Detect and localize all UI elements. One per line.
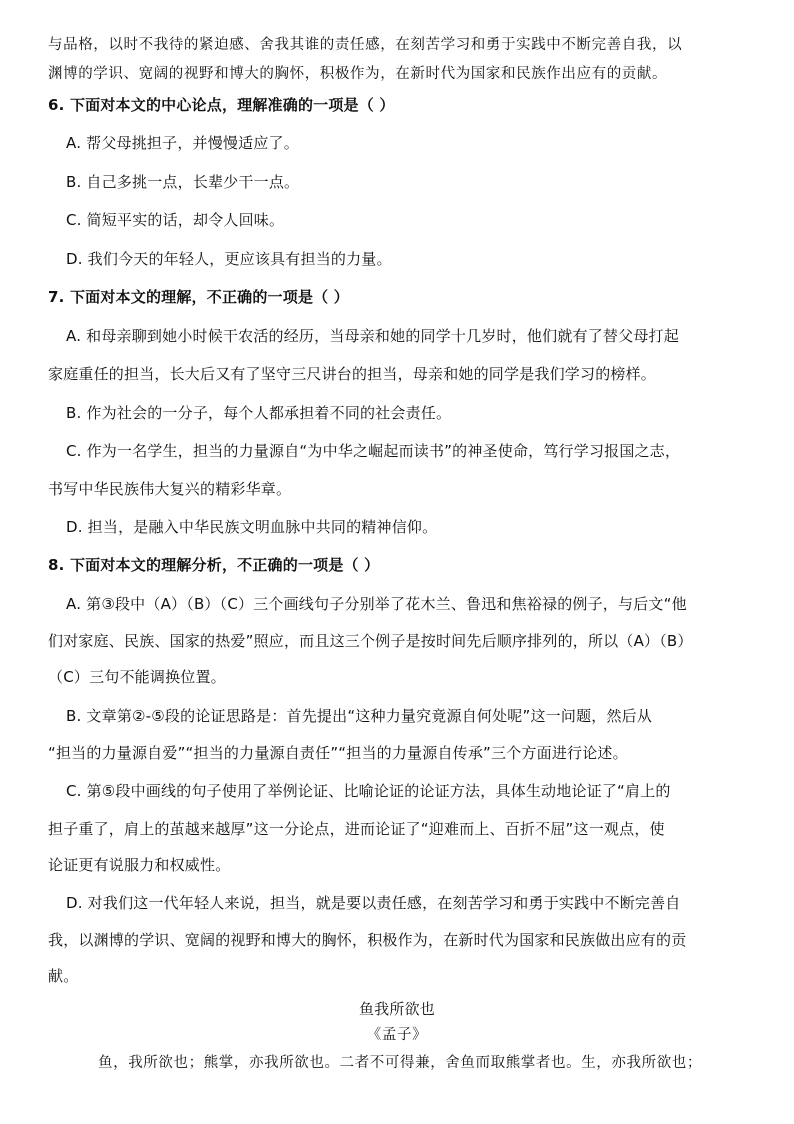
question-8-option-b-line-1: B. 文章第②-⑤段的论证思路是：首先提出“这种力量究竟源自何处呢”这一问题，然后从 (66, 707, 653, 725)
question-8-option-c-line-1: C. 第⑤段中画线的句子使用了举例论证、比喻论证的论证方法，具体生动地论证了“肩上的 (66, 782, 671, 800)
question-6-stem: 6. 下面对本文的中心论点，理解准确的一项是（ ） (48, 96, 395, 114)
question-8-option-a-line-2: 们对家庭、民族、国家的热爱”照应，而且这三个例子是按时间先后顺序排列的，所以（A）（B） (48, 632, 693, 650)
question-7-option-c-line-1: C. 作为一名学生，担当的力量源自“为中华之崛起而读书”的神圣使命，笃行学习报国之志， (66, 442, 681, 460)
question-8-option-a-line-3: （C）三句不能调换位置。 (48, 668, 226, 686)
question-7-option-b: B. 作为社会的一分子，每个人都承担着不同的社会责任。 (66, 404, 452, 422)
question-7-stem: 7. 下面对本文的理解，不正确的一项是（ ） (48, 288, 349, 306)
question-6-option-c: C. 简短平实的话，却令人回味。 (66, 211, 285, 229)
question-8-option-d-line-1: D. 对我们这一代年轻人来说，担当，就是要以责任感，在刻苦学习和勇于实践中不断完善自 (66, 894, 681, 912)
question-8-option-d-line-3: 献。 (48, 967, 79, 985)
question-8-option-b-line-2: “担当的力量源自爱”“担当的力量源自责任”“担当的力量源自传承”三个方面进行论述。 (48, 744, 628, 762)
question-7-option-c-line-2: 书写中华民族伟大复兴的精彩华章。 (48, 480, 292, 498)
question-7-option-a-line-1: A. 和母亲聊到她小时候干农活的经历，当母亲和她的同学十几岁时，他们就有了替父母打起 (66, 327, 679, 345)
question-8-option-a-line-1: A. 第③段中（A）（B）（C）三个画线句子分别举了花木兰、鲁迅和焦裕禄的例子，与后文“他 (66, 595, 687, 613)
poem-title: 鱼我所欲也 (358, 1000, 435, 1018)
question-8-option-c-line-2: 担子重了，肩上的茧越来越厚”这一分论点，进而论证了“迎难而上、百折不屈”这一观点，使 (48, 820, 665, 838)
question-6-option-a: A. 帮父母挑担子，并慢慢适应了。 (66, 134, 299, 152)
question-8-option-d-line-2: 我，以渊博的学识、宽阔的视野和博大的胸怀，积极作为，在新时代为国家和民族做出应有的贡 (48, 931, 687, 949)
poem-line-1: 鱼，我所欲也；熊掌，亦我所欲也。二者不可得兼，舍鱼而取熊掌者也。生，亦我所欲也； (98, 1055, 702, 1071)
question-8-option-c-line-3: 论证更有说服力和权威性。 (48, 856, 231, 874)
question-7-option-d: D. 担当，是融入中华民族文明血脉中共同的精神信仰。 (66, 518, 438, 536)
intro-line-1: 与品格，以时不我待的紧迫感、舍我其谁的责任感，在刻苦学习和勇于实践中不断完善自我，以 (48, 37, 683, 53)
question-8-stem: 8. 下面对本文的理解分析，不正确的一项是（ ） (48, 556, 380, 574)
poem-author: 《孟子》 (366, 1027, 428, 1043)
question-7-option-a-line-2: 家庭重任的担当，长大后又有了坚守三尺讲台的担当，母亲和她的同学是我们学习的榜样。 (48, 365, 657, 383)
question-6-option-d: D. 我们今天的年轻人，更应该具有担当的力量。 (66, 250, 392, 268)
question-6-option-b: B. 自己多挑一点，长辈少干一点。 (66, 173, 300, 191)
intro-line-2: 渊博的学识、宽阔的视野和博大的胸怀，积极作为，在新时代为国家和民族作出应有的贡献。 (48, 66, 668, 82)
